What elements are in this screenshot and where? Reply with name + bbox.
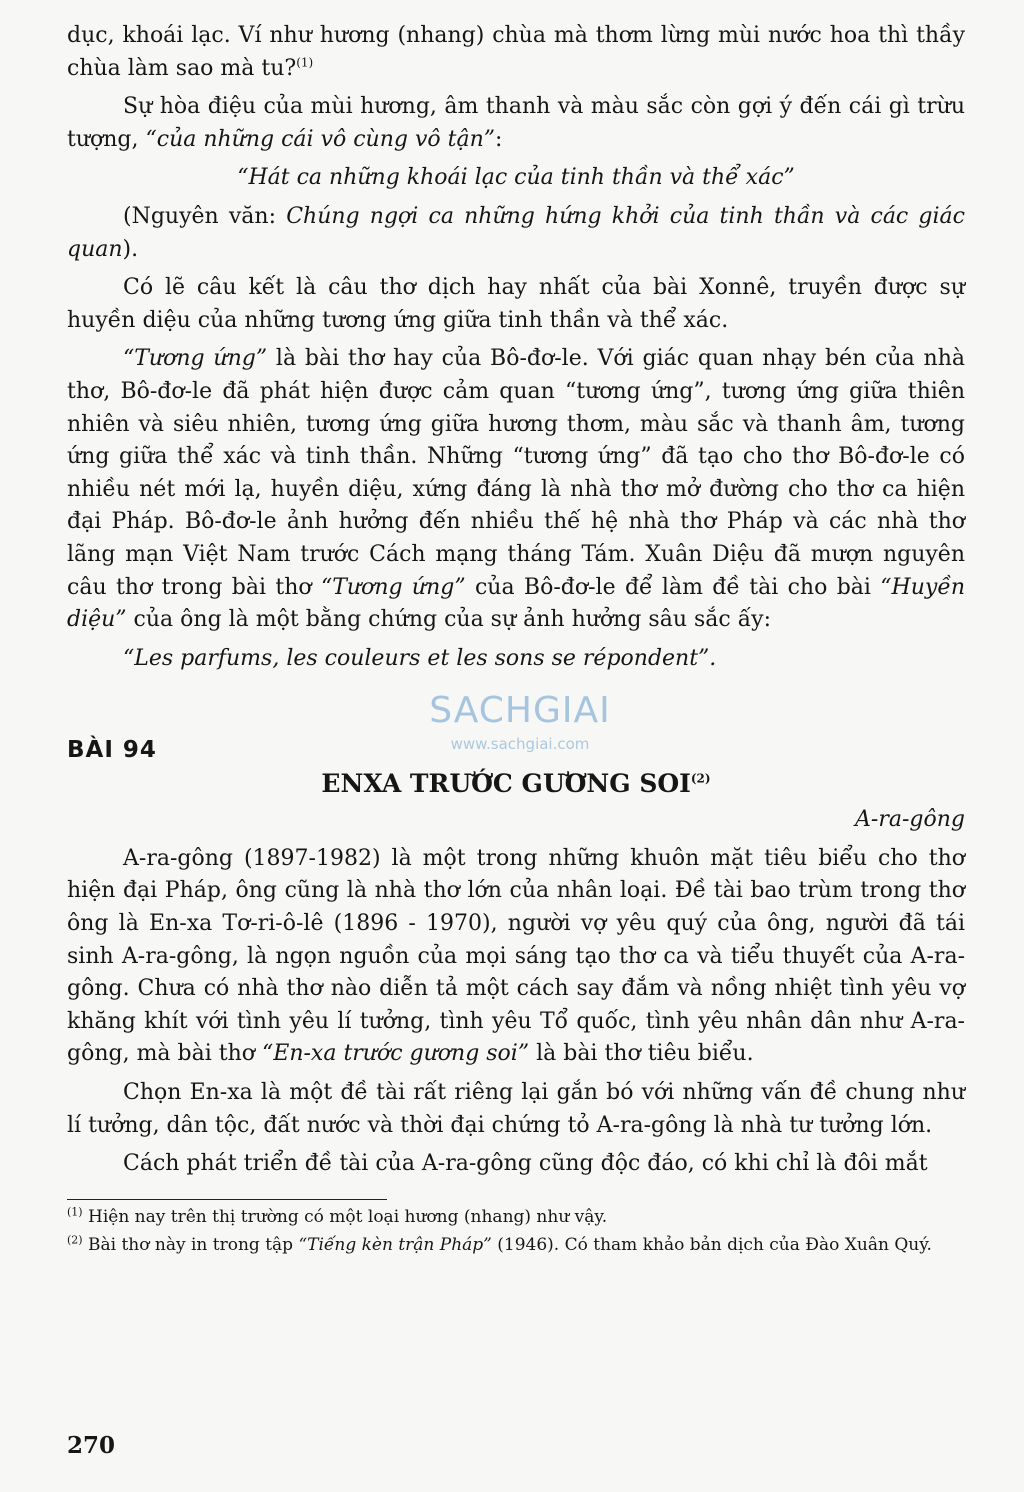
footnote-2 xyxy=(67,1232,965,1258)
quote-vietnamese: “Hát ca những khoái lạc của tinh thần và thể xác” xyxy=(237,165,795,191)
paragraph-1 xyxy=(67,20,965,85)
paragraph-5-text: là bài thơ hay của Bô-đơ-le. Với giác quan nhạy bén của nhà thơ, Bô-đơ-le đã phát hiện được cảm quan “tương ứng”, tương ứng giữa thiên nhiên và siêu nhiên, tương ứng giữa hương thơm, màu sắc và thanh âm, tương ứng giữa thể xác và tinh thần. Những “tương ứng” đã tạo cho thơ Bô-đơ-le có nhiều nét mới lạ, huyền diệu, xứng đáng là nhà thơ mở đường cho thơ ca hiện đại Pháp. Bô-đơ-le ảnh hưởng đến nhiều thế hệ nhà thơ Pháp và các nhà thơ lãng mạn Việt Nam trước Cách mạng tháng Tám. Xuân Diệu đã mượn nguyên câu thơ trong bài thơ xyxy=(67,346,965,600)
quote-french: “Les parfums, les couleurs et les sons se répondent”. xyxy=(123,645,717,671)
poem-title-3: “Huyền diệu” xyxy=(67,574,966,633)
footnote-1-text: Hiện nay trên thị trường có một loại hương (nhang) như vậy. xyxy=(82,1206,608,1227)
paragraph-3 xyxy=(67,201,965,266)
paragraph-6 xyxy=(67,843,965,1071)
lesson-title-text: ENXA TRƯỚC GƯƠNG SOI xyxy=(321,769,691,799)
author-name: A-ra-gông xyxy=(855,807,965,833)
footnote-2-tail: (1946). Có tham khảo bản dịch của Đào Xuân Quý. xyxy=(491,1234,932,1255)
footnote-2-italic: “Tiếng kèn trận Pháp” xyxy=(298,1234,492,1255)
paragraph-6-tail: là bài thơ tiêu biểu. xyxy=(529,1041,754,1067)
footnote-ref-2: (2) xyxy=(690,771,711,786)
watermark-url: www.sachgiai.com xyxy=(450,735,590,753)
lesson-title xyxy=(67,769,965,798)
poem-title-1: “Tương ứng” xyxy=(123,346,268,372)
paragraph-3-text: (Nguyên văn: xyxy=(123,203,287,229)
paragraph-4: Có lẽ câu kết là câu thơ dịch hay nhất của bài Xonnê, truyền được sự huyền diệu của những tương ứng giữa tinh thần và thể xác. xyxy=(67,275,965,333)
paragraph-3-tail: ). xyxy=(122,236,139,262)
footnote-1 xyxy=(67,1204,965,1230)
page-number: 270 xyxy=(67,1432,116,1459)
paragraph-8: Cách phát triển đề tài của A-ra-gông cũng độc đáo, có khi chỉ là đôi mắt xyxy=(123,1151,928,1177)
paragraph-1-text: dục, khoái lạc. Ví như hương (nhang) chùa mà thơm lừng mùi nước hoa thì thầy chùa làm sao mà tu? xyxy=(67,23,965,81)
paragraph-6-text: A-ra-gông (1897-1982) là một trong những khuôn mặt tiêu biểu cho thơ hiện đại Pháp, ông cũng là nhà thơ lớn của nhân loại. Đề tài bao trùm trong thơ ông là En-xa Tơ-ri-ô-lê (1896 - 1970), người vợ yêu quý của ông, người đã tái sinh A-ra-gông, là ngọn nguồn của mọi sáng tạo thơ ca và tiểu thuyết của A-ra-gông. Chưa có nhà thơ nào diễn tả một cách say đắm và nồng nhiệt tình yêu vợ khăng khít với tình yêu lí tưởng, tình yêu Tổ quốc, tình yêu nhân dân như A-ra-gông, mà bài thơ xyxy=(67,845,965,1067)
footnote-1-mark: (1) xyxy=(67,1205,83,1219)
paragraph-2-text: Sự hòa điệu của mùi hương, âm thanh và màu sắc còn gợi ý đến cái gì trừu tượng, xyxy=(67,94,965,152)
footnote-divider xyxy=(67,1199,387,1200)
paragraph-7: Chọn En-xa là một đề tài rất riêng lại gắn bó với những vấn đề chung như lí tưởng, dân tộc, đất nước và thời đại chứng tỏ A-ra-gông là nhà tư tưởng lớn. xyxy=(67,1080,965,1138)
footnote-ref-1: (1) xyxy=(296,55,314,70)
paragraph-5 xyxy=(67,343,965,636)
lesson-number: BÀI 94 xyxy=(67,737,157,764)
footnote-2-text: Bài thơ này in trong tập xyxy=(82,1234,299,1255)
page-body xyxy=(67,20,965,1258)
poem-title-4: “En-xa trước gương soi” xyxy=(262,1041,530,1067)
paragraph-3-italic: Chúng ngợi ca những hứng khởi của tinh thần và các giác quan xyxy=(67,203,965,262)
watermark-logo: SACHGIAI xyxy=(429,690,611,731)
poem-title-2: “Tương ứng” xyxy=(320,574,466,600)
paragraph-2 xyxy=(67,91,965,156)
paragraph-5-text-2: của Bô-đơ-le để làm đề tài cho bài xyxy=(465,574,881,600)
footnote-2-mark: (2) xyxy=(67,1233,83,1247)
paragraph-2-italic: “của những cái vô cùng vô tận” xyxy=(145,126,496,152)
paragraph-2-tail: : xyxy=(495,126,503,152)
watermark xyxy=(410,690,630,753)
paragraph-5-text-3: của ông là một bằng chứng của sự ảnh hưởng sâu sắc ấy: xyxy=(126,607,772,633)
